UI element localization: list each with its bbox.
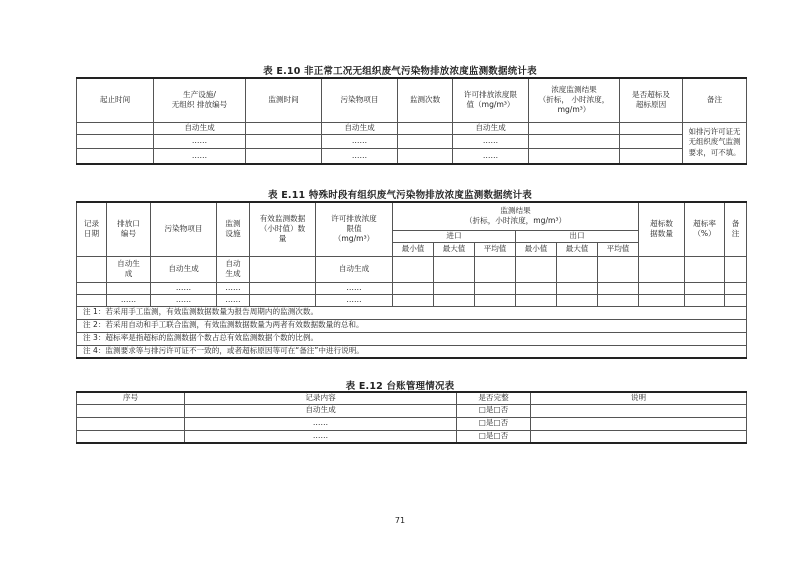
cell <box>250 294 316 306</box>
table-note-row <box>77 345 747 358</box>
header-content: 记录内容 <box>185 392 457 404</box>
header-complete: 是否完整 <box>457 392 531 404</box>
table-row <box>77 294 747 306</box>
cell <box>77 148 154 164</box>
cell-auto-line2: 生成 <box>225 269 241 278</box>
header-limit-line2: 值（mg/m³） <box>466 100 515 110</box>
cell <box>725 256 747 282</box>
header-inlet-min: 最小值 <box>393 242 434 256</box>
cell-auto: 自动生成 <box>154 122 246 134</box>
cell <box>639 256 685 282</box>
header-valid-count <box>250 202 316 256</box>
cell <box>620 148 683 164</box>
table-e10-header-row <box>77 78 747 122</box>
header-facility-line2: 无组织 排放编号 <box>171 100 228 110</box>
cell <box>557 256 598 282</box>
cell <box>639 282 685 294</box>
table-row <box>77 282 747 294</box>
cell <box>107 282 151 294</box>
cell <box>77 430 185 443</box>
cell <box>393 282 434 294</box>
cell <box>557 282 598 294</box>
note-3: 注 3：超标率是指超标的监测数据个数占总有效监测数据个数的比例。 <box>77 332 747 345</box>
cell <box>77 282 107 294</box>
cell <box>620 122 683 134</box>
cell-content: …… <box>185 430 457 443</box>
table-e12-header-row <box>77 392 747 404</box>
cell-remark-note: 如排污许可证无无组织废气监测要求，可不填。 <box>683 122 747 164</box>
table-row <box>77 148 747 164</box>
cell-auto <box>217 256 250 282</box>
header-result-line1: 监测结果 <box>500 206 531 215</box>
cell <box>531 417 747 430</box>
header-record-date-line1: 记录 <box>83 219 100 228</box>
header-exceed-rate <box>685 202 725 256</box>
cell <box>434 256 475 282</box>
header-exceed-line2: 超标原因 <box>635 100 667 110</box>
table-row <box>77 256 747 282</box>
cell <box>77 417 185 430</box>
cell-dots: …… <box>151 282 217 294</box>
cell <box>250 282 316 294</box>
header-result <box>393 202 639 230</box>
cell <box>598 294 639 306</box>
cell-dots: …… <box>217 294 250 306</box>
header-inlet: 进口 <box>393 230 516 242</box>
table-note-row <box>77 319 747 332</box>
header-monitor-facility-line1: 监测 <box>225 219 241 228</box>
header-exceed-rate-line1: 超标率 <box>693 219 716 228</box>
cell <box>475 256 516 282</box>
header-pollutant: 污染物项目 <box>151 202 217 256</box>
cell-dots: …… <box>453 134 529 148</box>
cell <box>516 294 557 306</box>
cell-dots: …… <box>107 294 151 306</box>
cell-complete-checkbox[interactable]: □是□否 <box>457 404 531 417</box>
cell-dots: …… <box>217 282 250 294</box>
cell-dots: …… <box>154 134 246 148</box>
cell <box>393 294 434 306</box>
header-limit-line3: （mg/m³） <box>333 234 375 244</box>
cell <box>531 404 747 417</box>
table-e11 <box>76 201 747 359</box>
table-note-row <box>77 332 747 345</box>
header-inlet-max: 最大值 <box>434 242 475 256</box>
cell-auto <box>107 256 151 282</box>
cell-dots: …… <box>322 134 398 148</box>
cell-auto: 自动生成 <box>316 256 393 282</box>
cell <box>516 282 557 294</box>
header-remark-line1: 备 <box>731 219 740 228</box>
note-1: 注 1：若采用手工监测，有效监测数据数量为报告周期内的监测次数。 <box>77 306 747 319</box>
header-seq: 序号 <box>77 392 185 404</box>
cell <box>77 404 185 417</box>
cell <box>639 294 685 306</box>
table-row <box>77 404 747 417</box>
cell-dots: …… <box>154 148 246 164</box>
cell-complete-checkbox[interactable]: □是□否 <box>457 430 531 443</box>
table-e11-header-row-1 <box>77 202 747 230</box>
cell <box>398 134 453 148</box>
cell <box>250 256 316 282</box>
note-4: 注 4：监测要求等与排污许可证不一致的，或者超标原因等可在“备注”中进行说明。 <box>77 345 747 358</box>
table-e12-title: 表 E.12 台账管理情况表 <box>345 381 455 392</box>
cell-dots: …… <box>322 148 398 164</box>
cell <box>529 134 620 148</box>
cell <box>529 148 620 164</box>
header-outlet-id-line2: 编号 <box>120 229 137 239</box>
cell-content: 自动生成 <box>185 404 457 417</box>
header-inlet-avg: 平均值 <box>475 242 516 256</box>
header-limit <box>453 78 529 122</box>
header-outlet-id <box>107 202 151 256</box>
cell-complete-checkbox[interactable]: □是□否 <box>457 417 531 430</box>
cell <box>475 282 516 294</box>
header-exceed-count <box>639 202 685 256</box>
cell <box>77 134 154 148</box>
table-row <box>77 417 747 430</box>
cell-dots: …… <box>316 294 393 306</box>
header-valid-count-line2: （小时值）数 <box>259 224 306 234</box>
cell-auto: 自动生成 <box>322 122 398 134</box>
header-monitor-time: 监测时间 <box>246 78 322 122</box>
table-e11-title: 表 E.11 特殊时段有组织废气污染物排放浓度监测数据统计表 <box>268 190 532 201</box>
header-limit <box>316 202 393 256</box>
header-outlet-avg: 平均值 <box>598 242 639 256</box>
header-desc: 说明 <box>531 392 747 404</box>
cell-content: …… <box>185 417 457 430</box>
cell <box>475 294 516 306</box>
header-exceed-count-line2: 据数量 <box>650 229 673 239</box>
header-result-line2: （折标， 小时浓度， <box>538 95 610 105</box>
cell <box>77 294 107 306</box>
table-e12 <box>76 391 747 444</box>
table-note-row <box>77 306 747 319</box>
cell <box>598 256 639 282</box>
header-outlet: 出口 <box>516 230 639 242</box>
cell-auto-line1: 自动 <box>225 258 241 268</box>
cell <box>246 148 322 164</box>
table-row <box>77 122 747 134</box>
cell <box>531 430 747 443</box>
header-facility-line1: 生产设施/ <box>183 90 216 99</box>
table-e10 <box>76 77 747 165</box>
header-monitor-facility <box>217 202 250 256</box>
header-result <box>529 78 620 122</box>
header-outlet-min: 最小值 <box>516 242 557 256</box>
cell <box>398 148 453 164</box>
cell <box>398 122 453 134</box>
header-start-stop-time: 起止时间 <box>77 78 154 122</box>
header-monitor-facility-line2: 设施 <box>225 229 241 239</box>
cell <box>516 256 557 282</box>
header-remark <box>725 202 747 256</box>
cell <box>246 122 322 134</box>
cell <box>725 294 747 306</box>
header-exceed-line1: 是否超标及 <box>632 90 670 99</box>
header-valid-count-line3: 量 <box>278 234 287 244</box>
cell <box>685 256 725 282</box>
header-valid-count-line1: 有效监测数据 <box>259 213 306 223</box>
cell <box>685 282 725 294</box>
cell <box>246 134 322 148</box>
header-count: 监测次数 <box>398 78 453 122</box>
table-row <box>77 134 747 148</box>
cell-dots: …… <box>151 294 217 306</box>
cell-dots: …… <box>316 282 393 294</box>
cell <box>434 282 475 294</box>
cell <box>529 122 620 134</box>
header-facility <box>154 78 246 122</box>
cell <box>434 294 475 306</box>
header-pollutant: 污染物项目 <box>322 78 398 122</box>
note-2: 注 2：若采用自动和手工联合监测，有效监测数据数量为两者有效数据数量的总和。 <box>77 319 747 332</box>
header-limit-line2: 限值 <box>346 224 362 234</box>
cell <box>725 282 747 294</box>
cell <box>77 256 107 282</box>
cell-auto: 自动生成 <box>151 256 217 282</box>
table-e10-title: 表 E.10 非正常工况无组织废气污染物排放浓度监测数据统计表 <box>263 66 537 77</box>
cell <box>598 282 639 294</box>
cell-auto: 自动生成 <box>453 122 529 134</box>
header-record-date <box>77 202 107 256</box>
cell <box>620 134 683 148</box>
header-record-date-line2: 日期 <box>83 229 100 239</box>
cell <box>685 294 725 306</box>
header-exceed <box>620 78 683 122</box>
cell <box>393 256 434 282</box>
table-row <box>77 430 747 443</box>
header-limit-line1: 许可排放浓度限 <box>463 90 518 99</box>
cell-auto-line1: 自动生 <box>117 258 140 268</box>
cell-dots: …… <box>453 148 529 164</box>
cell-auto-line2: 成 <box>124 269 133 278</box>
cell <box>557 294 598 306</box>
header-limit-line1: 许可排放浓度 <box>331 213 377 223</box>
header-result-line2: （折标，小时浓度，mg/m³） <box>464 216 567 226</box>
header-remark: 备注 <box>683 78 747 122</box>
header-remark-line2: 注 <box>731 229 740 239</box>
header-outlet-max: 最大值 <box>557 242 598 256</box>
header-exceed-count-line1: 超标数 <box>650 219 673 228</box>
header-outlet-id-line1: 排放口 <box>117 219 140 228</box>
page-number: 71 <box>394 516 406 525</box>
cell <box>77 122 154 134</box>
header-exceed-rate-line2: （%） <box>693 229 716 239</box>
header-result-line1: 浓度监测结果 <box>551 84 597 94</box>
header-result-line3: mg/m³） <box>557 105 591 115</box>
